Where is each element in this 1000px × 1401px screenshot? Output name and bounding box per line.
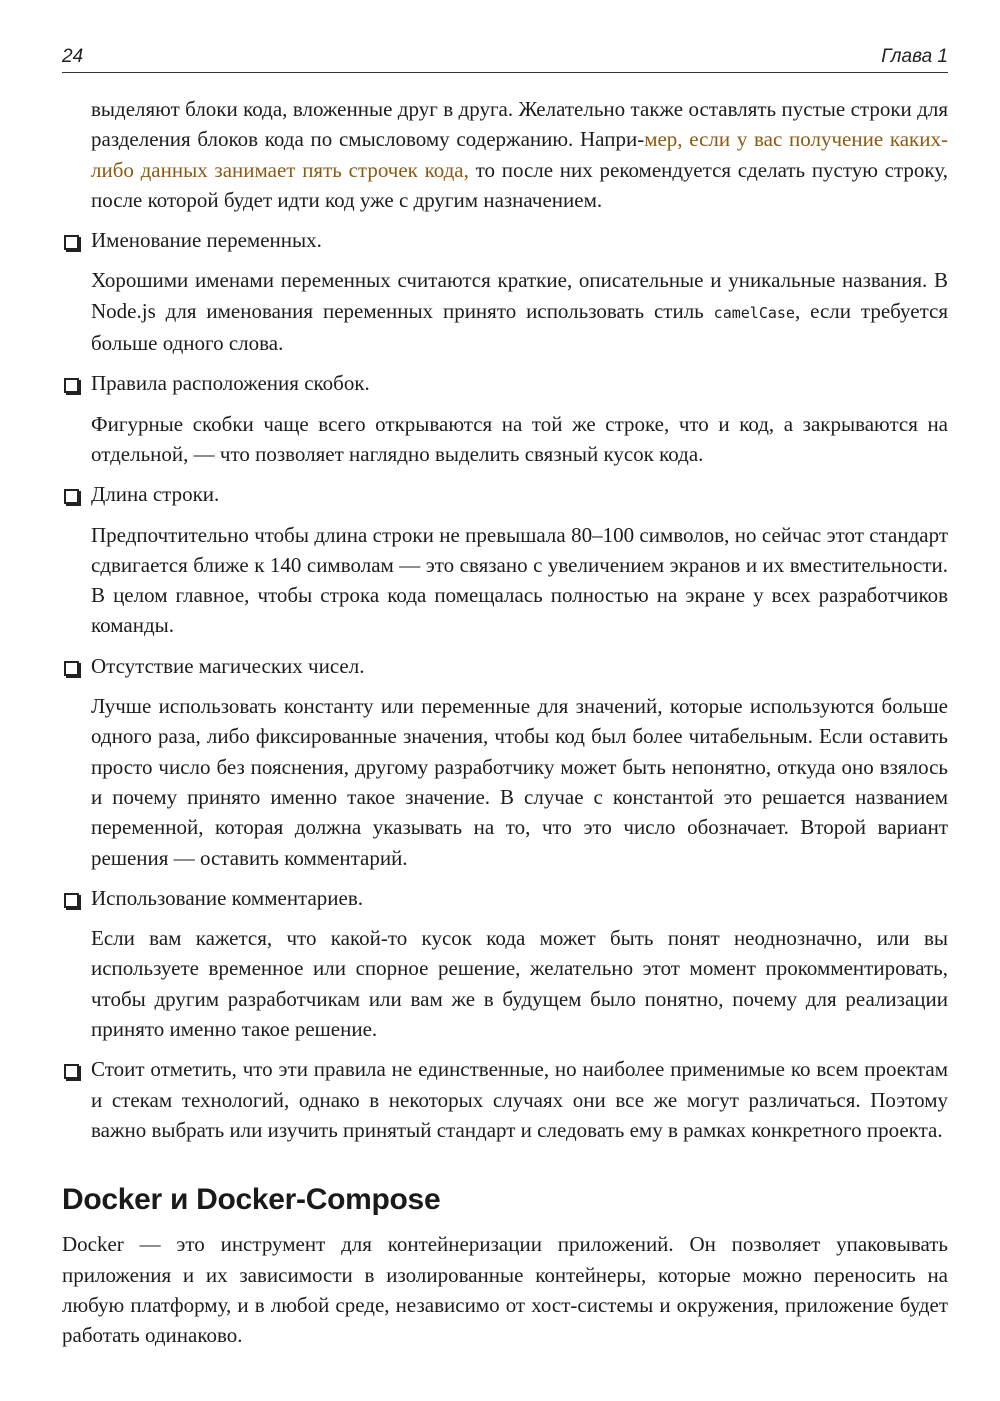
checkbox-bullet-icon	[64, 661, 79, 676]
checkbox-bullet-icon	[64, 1064, 79, 1079]
list-item-brace-rules	[62, 368, 948, 469]
intro-text-start: выделяют блоки кода, вложенные друг в друга. Желательно также оставлять пустые строки для разделения блоков кода по смысловому содержанию. Напри-	[91, 97, 948, 152]
body-text-end: , если требуется больше одного слова.	[91, 298, 948, 356]
list-item-title: Длина строки.	[91, 482, 220, 507]
list-item-comments	[62, 883, 948, 1044]
checkbox-bullet-icon	[64, 893, 79, 908]
checkbox-bullet-icon	[64, 235, 79, 250]
list-item-line-length	[62, 479, 948, 640]
intro-highlighted-text: мер, если у вас получение каких-либо данных занимает пять строчек кода,	[91, 127, 948, 182]
running-header	[62, 44, 948, 73]
list-item-body: Фигурные скобки чаще всего открываются на той же строке, что и код, а закрываются на отдельной, — что позволяет наглядно выделить связный кусок кода.	[91, 411, 948, 466]
inline-code: camelCase	[713, 303, 795, 322]
intro-paragraph	[91, 94, 948, 215]
list-item-body	[91, 265, 948, 358]
list-item-body: Лучше использовать константу или переменные для значений, которые используются больше одного раза, либо фиксированные значения, чтобы код был более читабельным. Если оставить просто число без пояснения, другому разработчику может быть непонятно, откуда оно взялось и почему принято именно такое значение. В случае с константой это решается названием переменной, которая должна указывать на то, что это число обозначает. Второй вариант решения — оставить комментарий.	[91, 694, 948, 870]
checkbox-bullet-icon	[64, 378, 79, 393]
list-item-title: Использование комментариев.	[91, 885, 364, 910]
list-item-note	[62, 1054, 948, 1145]
section-heading: Docker и Docker-Compose	[62, 1183, 441, 1217]
list-item-body: Если вам кажется, что какой-то кусок кода может быть понят неоднозначно, или вы используете временное или спорное решение, желательно этот момент прокомментировать, чтобы другим разработчикам или вам же в будущем было понятно, почему для реализации принято именно такое решение.	[91, 926, 948, 1042]
list-item-magic-numbers	[62, 651, 948, 873]
list-item-title: Правила расположения скобок.	[91, 371, 370, 396]
list-item-body: Предпочтительно чтобы длина строки не превышала 80–100 символов, но сейчас этот стандарт сдвигается ближе к 140 символам — это связано с увеличением экранов и их вместительности. В целом главное, чтобы строка кода помещалась полностью на экране у всех разработчиков команды.	[91, 522, 948, 638]
body-text: Хорошими именами переменных считаются краткие, описательные и уникальные названия. В Node.js для именования переменных принято использовать стиль	[91, 268, 948, 323]
list-item-title: Отсутствие магических чисел.	[91, 653, 365, 678]
section-paragraph: Docker — это инструмент для контейнеризации приложений. Он позволяет упаковывать приложения и их зависимости в изолированные контейнеры, которые можно переносить на любую платформу, и в любой среде, независимо от хост-системы и окружения, приложение будет работать одинаково.	[62, 1232, 948, 1348]
page-body	[62, 94, 948, 1350]
page-number: 24	[62, 46, 84, 67]
intro-text-end: то после них рекомендуется сделать пустую строку, после которой будет идти код уже с другим назначением.	[91, 157, 948, 212]
checkbox-bullet-icon	[64, 489, 79, 504]
chapter-label: Глава 1	[881, 46, 948, 67]
list-item-variable-naming	[62, 225, 948, 358]
list-item-title: Стоит отметить, что эти правила не единственные, но наиболее применимые ко всем проектам и стекам технологий, однако в некоторых случаях они все же могут различаться. Поэтому важно выбрать или изучить принятый стандарт и следовать ему в рамках конкретного проекта.	[91, 1057, 948, 1142]
list-item-title: Именование переменных.	[91, 228, 322, 253]
